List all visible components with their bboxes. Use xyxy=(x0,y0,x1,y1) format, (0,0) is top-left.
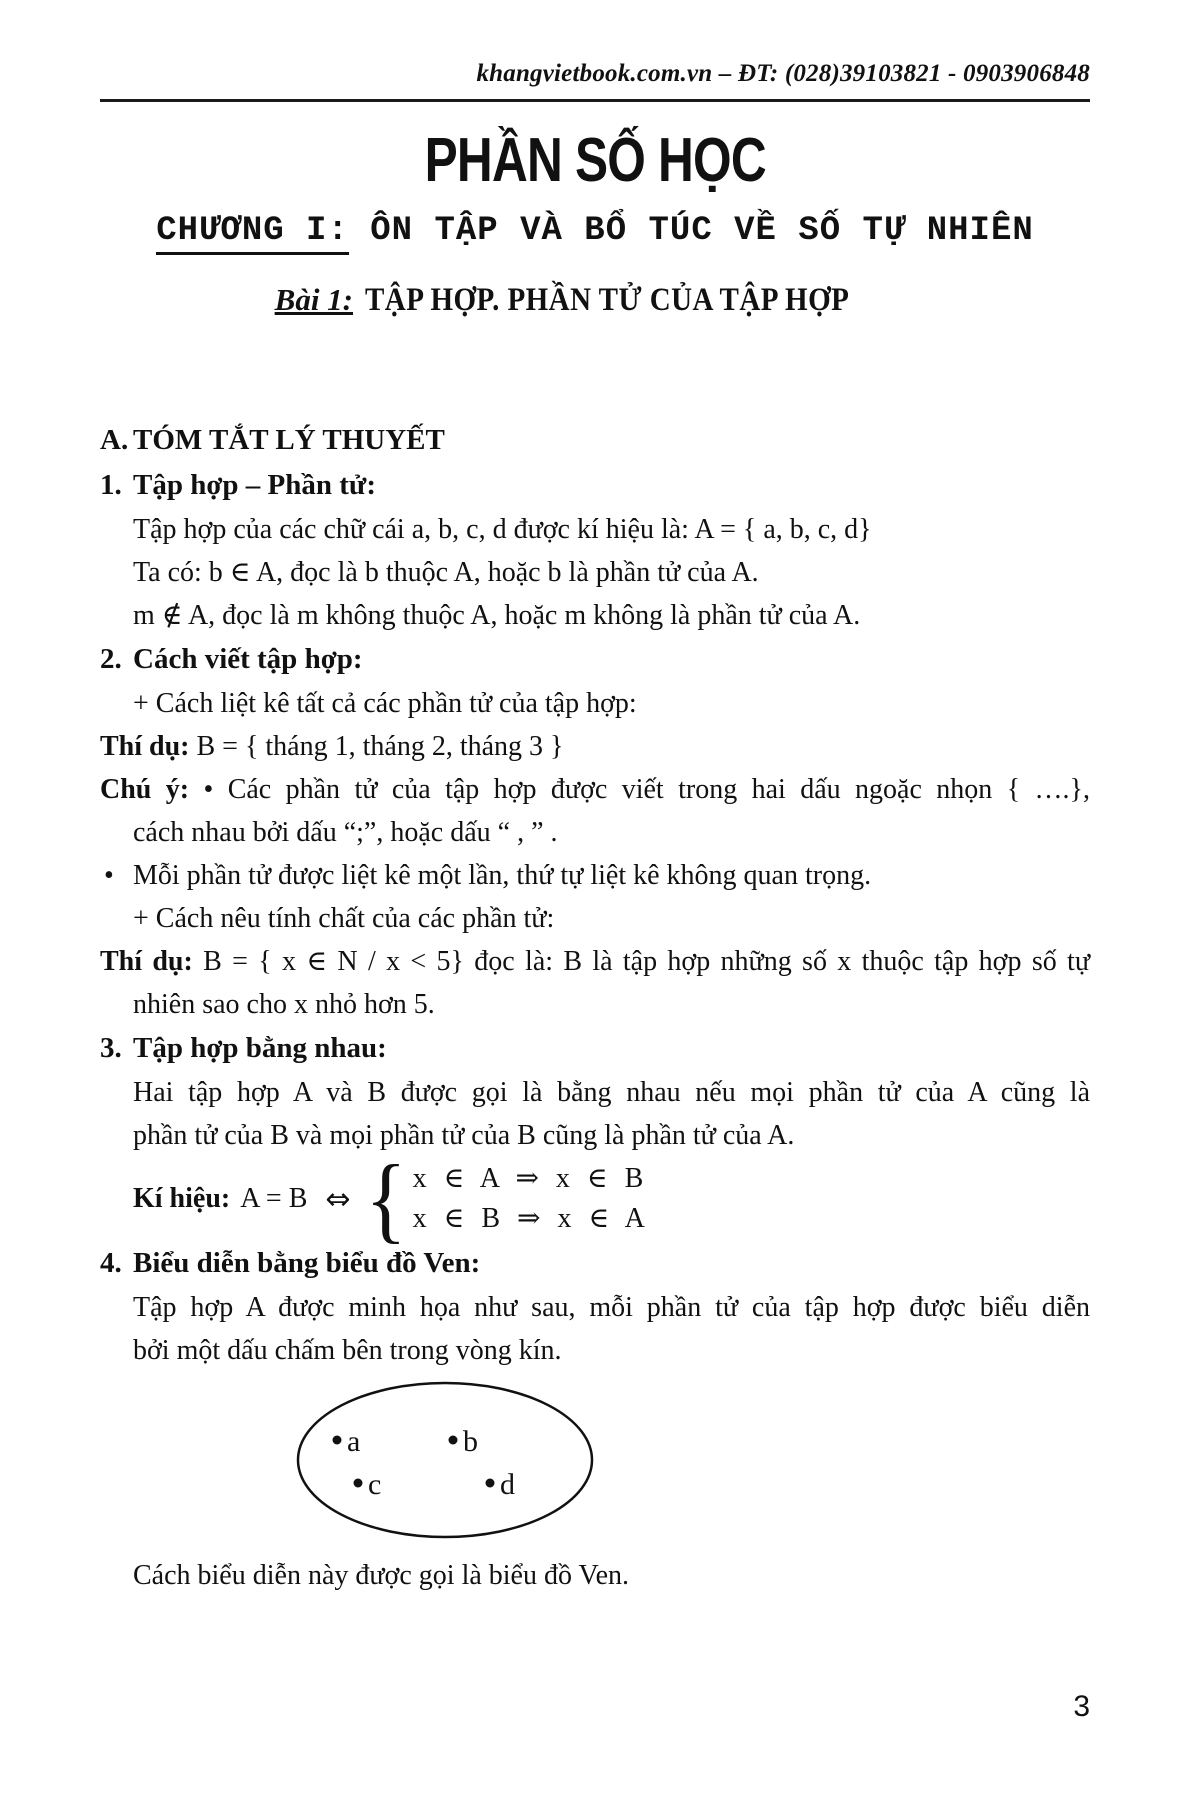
venn-diagram xyxy=(295,1380,595,1540)
venn-point-label: a xyxy=(347,1425,361,1458)
heading-1-title: Tập hợp – Phần tử: xyxy=(133,469,376,501)
formula-case-2: x ∈ B ⇒ x ∈ A xyxy=(412,1203,646,1234)
text-line: + Cách nêu tính chất của các phần tử: xyxy=(133,903,555,934)
bullet-line xyxy=(100,854,1090,897)
venn-caption: Cách biểu diễn này được gọi là biểu đồ Ven. xyxy=(133,1560,630,1591)
note-text: • Các phần tử của tập hợp được viết trong hai dấu ngoặc nhọn { ….}, xyxy=(189,774,1090,805)
set-equality-formula xyxy=(133,1145,1090,1252)
venn-dot-b xyxy=(449,1436,458,1445)
header-site-info: khangvietbook.com.vn – ĐT: (028)39103821 - 0903906848 xyxy=(476,60,1090,87)
example-label: Thí dụ: xyxy=(100,731,190,762)
bullet-icon: • xyxy=(104,860,114,891)
venn-ellipse xyxy=(298,1383,592,1537)
heading-2-title: Cách viết tập hợp: xyxy=(133,643,363,675)
part-title xyxy=(100,122,1090,200)
formula-cases xyxy=(413,1159,646,1239)
example-text: B = { tháng 1, tháng 2, tháng 3 } xyxy=(189,731,564,762)
heading-3 xyxy=(100,1026,1090,1071)
example-line xyxy=(100,725,1090,768)
section-a-label: A. xyxy=(100,424,129,456)
heading-3-title: Tập hợp bằng nhau: xyxy=(133,1032,387,1064)
text-line: nhiên sao cho x nhỏ hơn 5. xyxy=(133,989,435,1020)
chapter-title: ÔN TẬP VÀ BỔ TÚC VỀ SỐ TỰ NHIÊN xyxy=(348,212,1034,250)
heading-4 xyxy=(100,1241,1090,1286)
formula-case-1: x ∈ A ⇒ x ∈ B xyxy=(412,1163,645,1194)
section-a-title: TÓM TẮT LÝ THUYẾT xyxy=(133,424,445,456)
part-title-text: PHẦN SỐ HỌC xyxy=(424,126,766,195)
example-line xyxy=(100,940,1090,983)
text-line: m ∉ A, đọc là m không thuộc A, hoặc m không là phần tử của A. xyxy=(133,600,861,631)
lesson-heading xyxy=(100,282,1090,322)
heading-1 xyxy=(100,463,1090,508)
text-line: Tập hợp của các chữ cái a, b, c, d được kí hiệu là: A = { a, b, c, d} xyxy=(133,514,872,545)
left-brace: { xyxy=(364,1145,407,1252)
heading-1-number: 1. xyxy=(100,469,122,501)
formula-label: Kí hiệu: xyxy=(133,1183,231,1214)
heading-3-number: 3. xyxy=(100,1032,122,1064)
heading-2-number: 2. xyxy=(100,643,122,675)
venn-dot-c xyxy=(354,1479,363,1488)
text-line: bởi một dấu chấm bên trong vòng kín. xyxy=(133,1335,562,1366)
text-line: Hai tập hợp A và B được gọi là bằng nhau nếu mọi phần tử của A cũng là xyxy=(133,1077,1090,1108)
venn-dot-a xyxy=(333,1436,342,1445)
bullet-text: Mỗi phần tử được liệt kê một lần, thứ tự liệt kê không quan trọng. xyxy=(133,860,872,891)
equivalence-arrow: ⇔ xyxy=(325,1181,351,1217)
text-line: phần tử của B và mọi phần tử của B cũng là phần tử của A. xyxy=(133,1120,795,1151)
heading-4-title: Biểu diễn bằng biểu đồ Ven: xyxy=(133,1247,481,1279)
lesson-label: Bài 1: xyxy=(274,282,354,317)
note-label: Chú ý: xyxy=(100,774,190,805)
venn-point-label: d xyxy=(500,1468,515,1501)
example-label: Thí dụ: xyxy=(100,946,193,977)
page-number: 3 xyxy=(1073,1690,1090,1723)
venn-dot-d xyxy=(486,1479,495,1488)
section-a-heading xyxy=(100,418,1090,463)
example-text: B = { x ∈ N / x < 5} đọc là: B là tập hợp những số x thuộc tập hợp số tự xyxy=(192,946,1090,977)
heading-4-number: 4. xyxy=(100,1247,122,1279)
venn-point-label: c xyxy=(368,1468,382,1501)
chapter-label: CHƯƠNG I: xyxy=(156,212,349,255)
text-line: cách nhau bởi dấu “;”, hoặc dấu “ , ” . xyxy=(133,817,558,848)
lesson-title: TẬP HỢP. PHẦN TỬ CỦA TẬP HỢP xyxy=(365,282,850,318)
text-line: Ta có: b ∈ A, đọc là b thuộc A, hoặc b là phần tử của A. xyxy=(133,557,759,588)
note-line xyxy=(100,768,1090,811)
text-line: + Cách liệt kê tất cả các phần tử của tập hợp: xyxy=(133,688,637,719)
page-header xyxy=(100,0,1090,102)
heading-2 xyxy=(100,637,1090,682)
venn-point-label: b xyxy=(463,1425,478,1458)
chapter-heading xyxy=(100,208,1090,254)
formula-expression: A = B xyxy=(240,1183,308,1214)
text-line: Tập hợp A được minh họa như sau, mỗi phần tử của tập hợp được biểu diễn xyxy=(133,1292,1090,1323)
